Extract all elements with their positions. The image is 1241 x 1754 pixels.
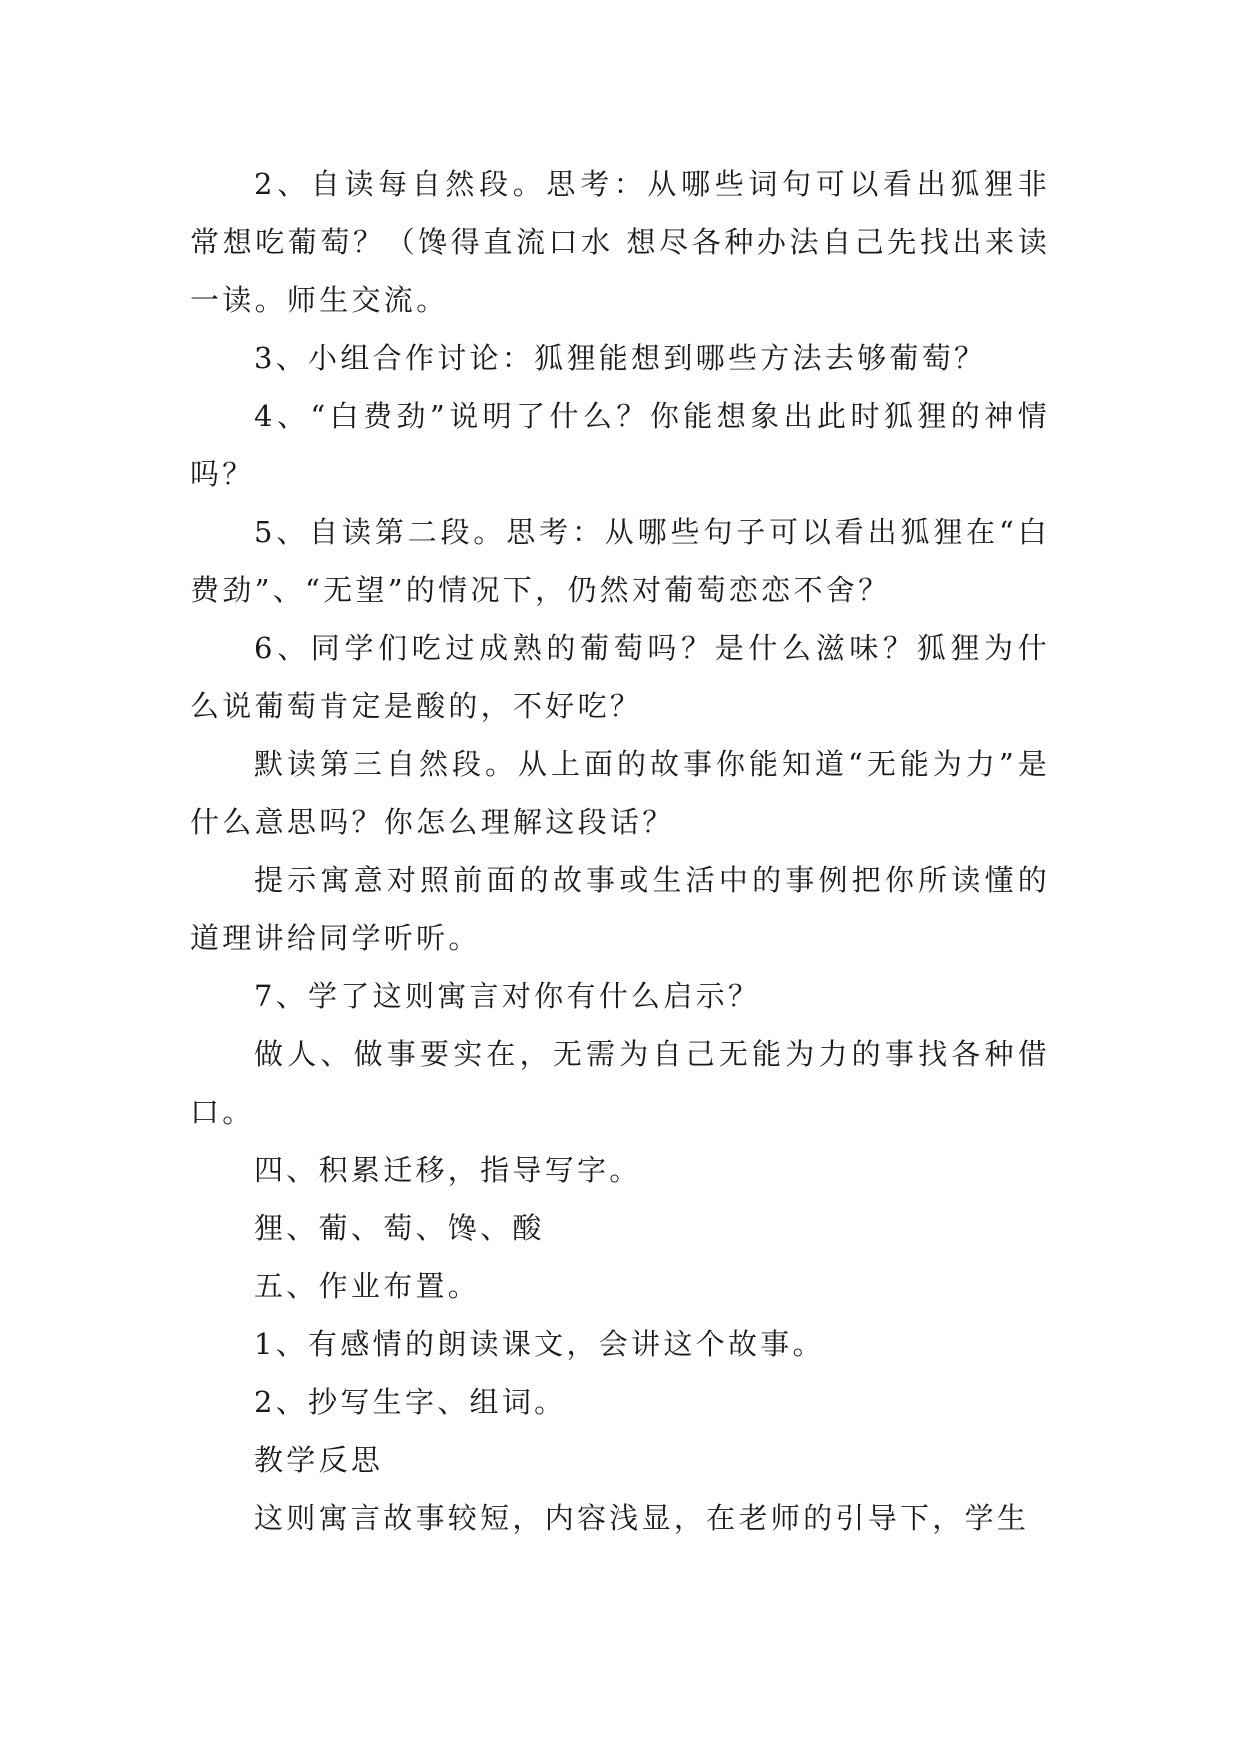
paragraph-step-2-self-reading: 2、自读每自然段。思考：从哪些词句可以看出狐狸非常想吃葡萄？（馋得直流口水 想尽各种办法自己先找出来读一读。师生交流。 — [190, 167, 1050, 317]
paragraph-homework-2: 2、抄写生字、组词。 — [254, 1385, 567, 1419]
paragraph-moral-hint: 提示寓意对照前面的故事或生活中的事例把你所读懂的道理讲给同学听听。 — [190, 863, 1050, 955]
paragraph-silent-reading: 默读第三自然段。从上面的故事你能知道“无能为力”是什么意思吗？你怎么理解这段话？ — [190, 747, 1050, 839]
paragraph-homework-1: 1、有感情的朗读课文，会讲这个故事。 — [254, 1327, 825, 1361]
paragraph-step-3-group-discussion: 3、小组合作讨论：狐狸能想到哪些方法去够葡萄？ — [254, 341, 987, 375]
paragraph-characters: 狸、葡、萄、馋、酸 — [254, 1211, 545, 1245]
paragraph-step-5-second-section: 5、自读第二段。思考：从哪些句子可以看出狐狸在“白费劲”、“无望”的情况下，仍然对葡萄恋恋不舍？ — [190, 515, 1050, 607]
section-heading-reflection: 教学反思 — [254, 1443, 384, 1477]
section-heading-homework: 五、作业布置。 — [254, 1269, 481, 1303]
paragraph-step-7-inspiration: 7、学了这则寓言对你有什么启示？ — [254, 979, 761, 1013]
paragraph-lesson: 做人、做事要实在，无需为自己无能为力的事找各种借口。 — [190, 1037, 1050, 1129]
paragraph-reflection: 这则寓言故事较短，内容浅显，在老师的引导下，学生 — [254, 1501, 1030, 1535]
section-heading-writing: 四、积累迁移，指导写字。 — [254, 1153, 642, 1187]
paragraph-step-6-ripe-grapes: 6、同学们吃过成熟的葡萄吗？是什么滋味？狐狸为什么说葡萄肯定是酸的，不好吃？ — [190, 631, 1050, 723]
document-body — [190, 155, 1050, 1547]
paragraph-step-4-wasted-effort: 4、“白费劲”说明了什么？你能想象出此时狐狸的神情吗？ — [190, 399, 1050, 491]
